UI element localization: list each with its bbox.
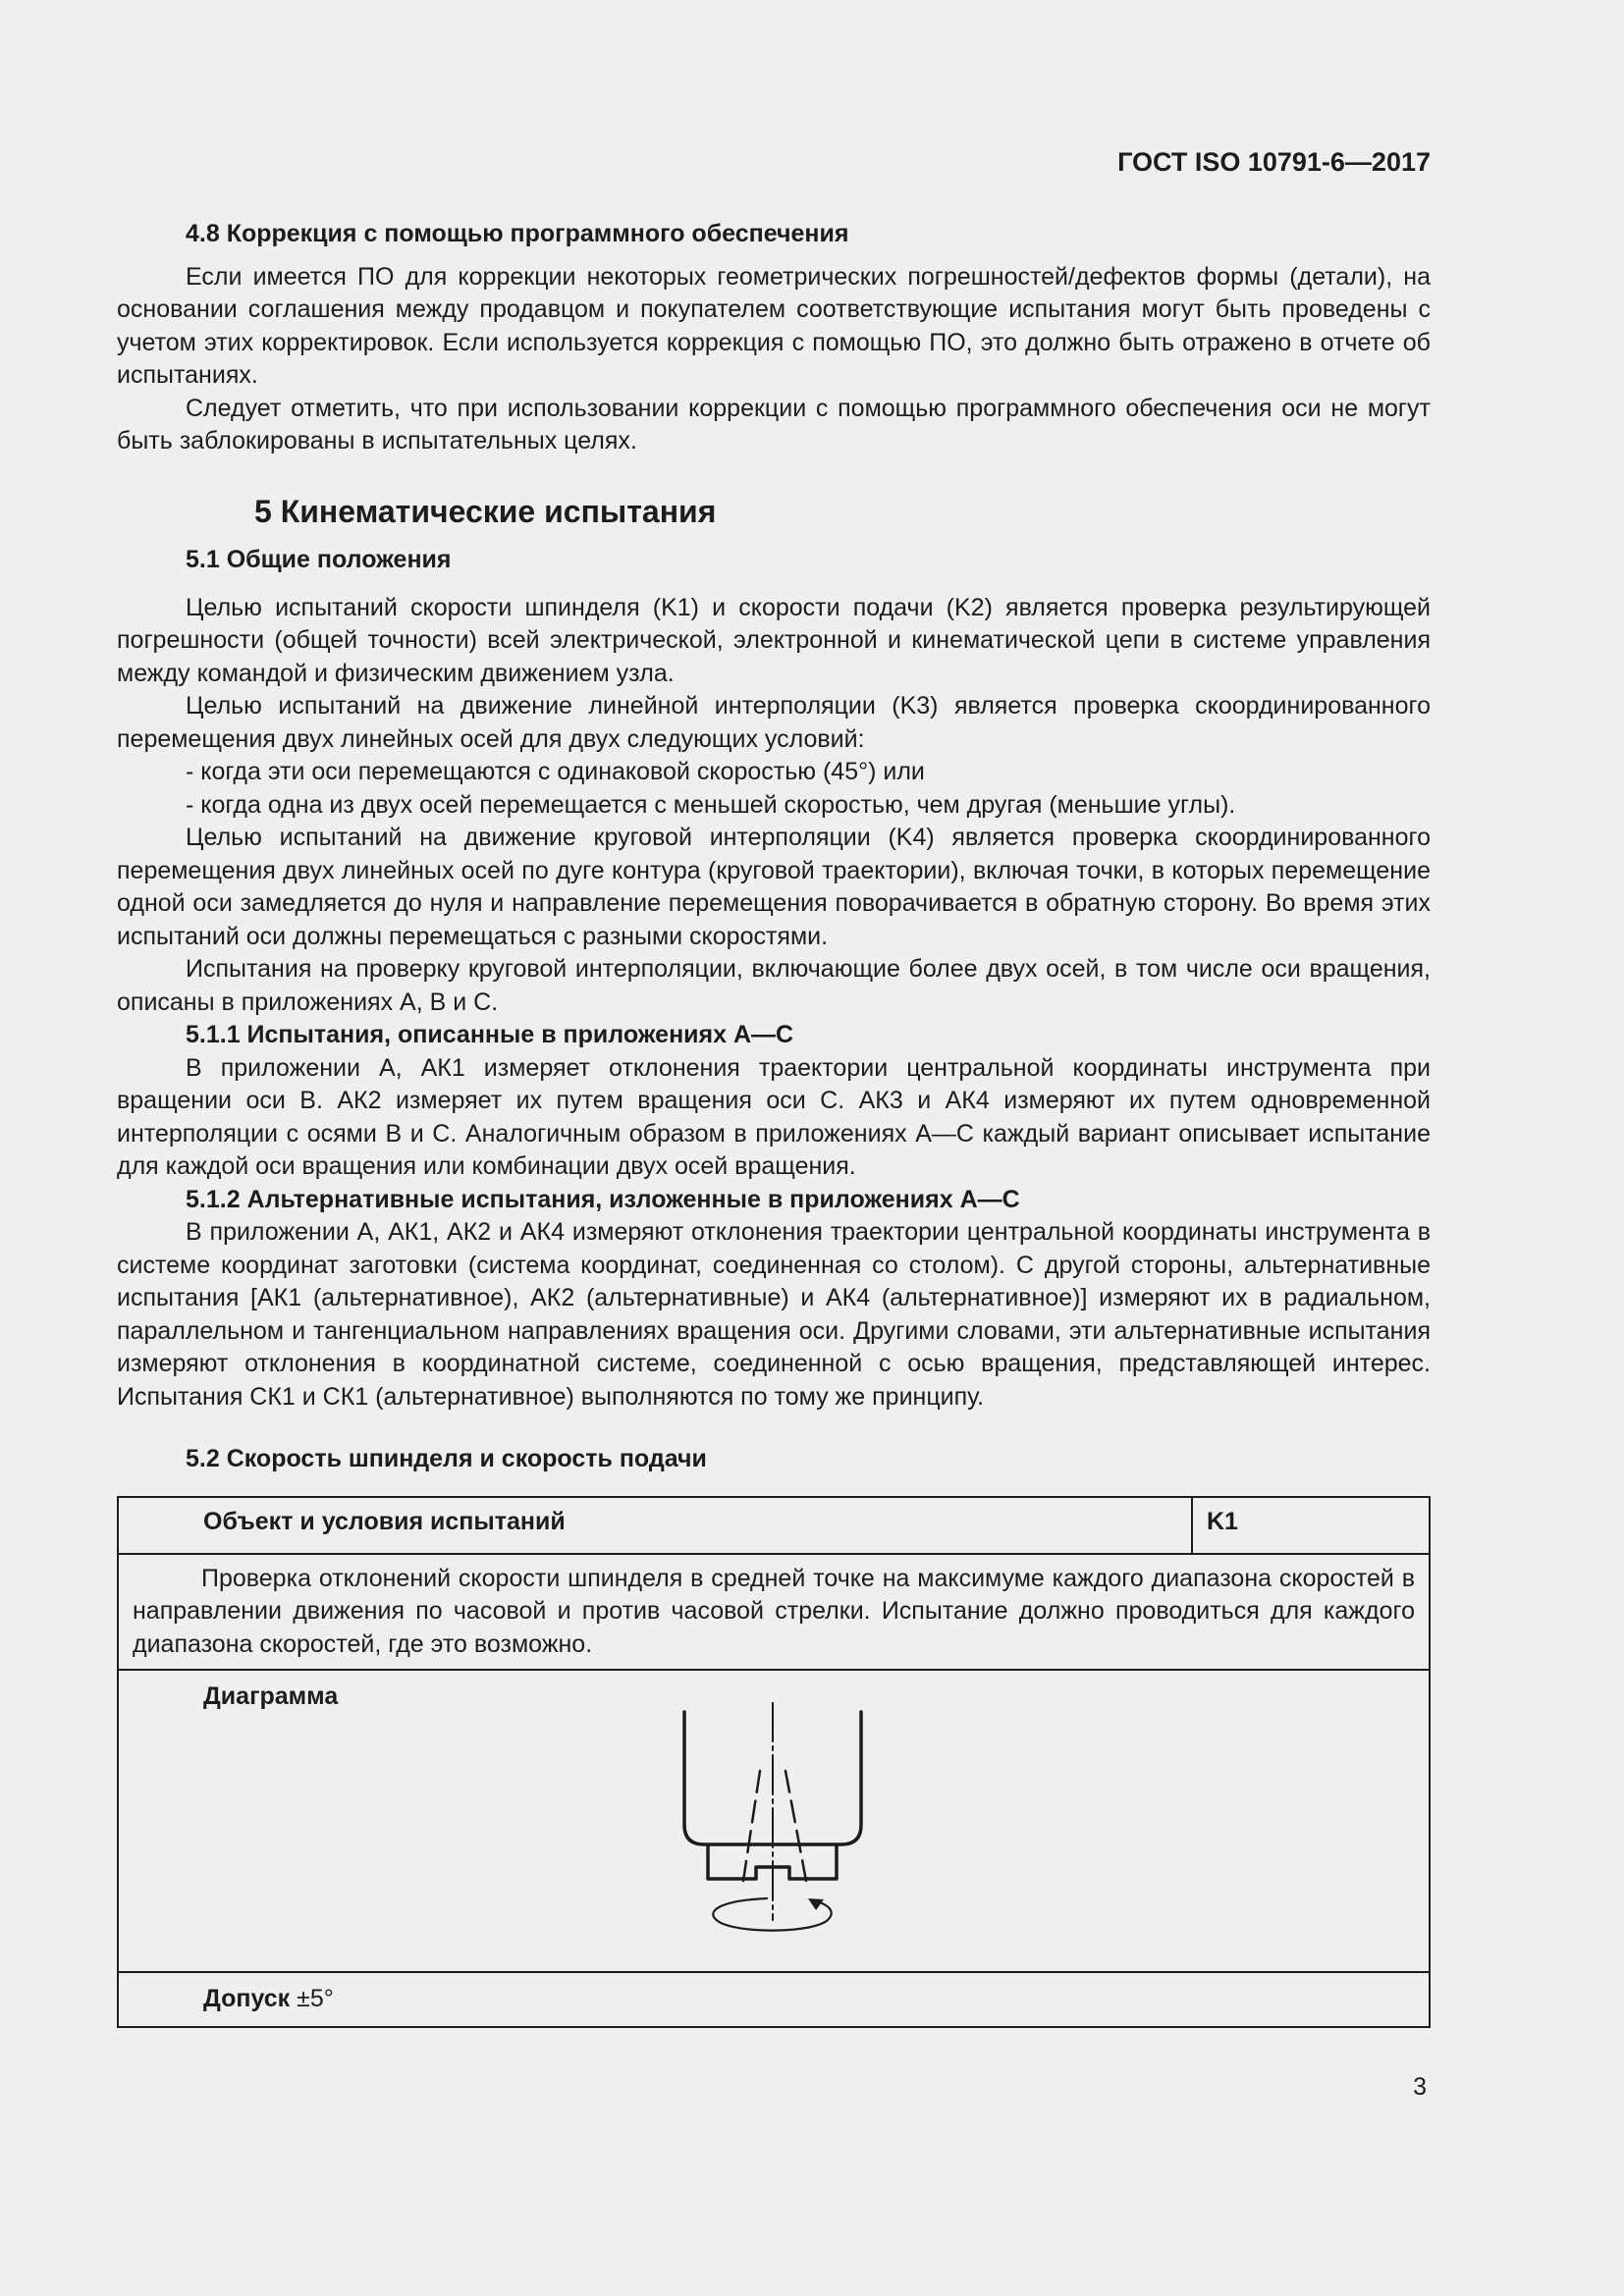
rotation-arrowhead — [808, 1898, 824, 1910]
section-5-1-1-heading: 5.1.1 Испытания, описанные в приложениях А—С — [186, 1021, 794, 1048]
table-diagram-row — [118, 1670, 1430, 1972]
test-code: K1 — [1192, 1497, 1430, 1554]
section-4-8-paragraph-1: Если имеется ПО для коррекции некоторых геометрических погрешностей/дефектов формы (детали), на основании соглашения между продавцом и покупателем соответствующие испытания могут быть проведены с учетом этих корректировок. Если используется коррекция с помощью ПО, это должно быть отражено в отчете об испытаниях. — [117, 262, 1431, 389]
list-item-1: - когда эти оси перемещаются с одинаковой скоростью (45°) или — [186, 758, 925, 785]
section-5-1-heading: 5.1 Общие положения — [186, 546, 452, 573]
section-5-1-2-paragraph: В приложении А, АК1, АК2 и АК4 измеряют отклонения траектории центральной координаты инструмента в системе координат заготовки (система координат, соединенная со столом). С другой стороны, альтернативные испытания [АК1 (альтернативное), АК2 (альтернативные) и АК4 (альтернативное)] измеряют их в радиальном, параллельном и тангенциальном направлениях вращения оси. Другими словами, эти альтернативные испытания измеряют отклонения в координатной системе, соединенной с осью вращения, представляющей интерес. Испытания СК1 и СК1 (альтернативное) выполняются по тому же принципу. — [117, 1218, 1431, 1411]
section-5-1-paragraph-1: Целью испытаний скорости шпинделя (K1) и скорости подачи (K2) является проверка результирующей погрешности (общей точности) всей электрической, электронной и кинематической цепи в системе управления между командой и физическим движением узла. — [117, 593, 1431, 687]
section-5-heading: 5 Кинематические испытания — [254, 493, 717, 529]
section-5-1-paragraph-3: Целью испытаний на движение круговой интерполяции (K4) является проверка скоординированного перемещения двух линейных осей по дуге контура (круговой траектории), включая точки, в которых перемещение одной оси замедляется до нуля и направление перемещения поворачивается в обратную сторону. Во время этих испытаний оси должны перемещаться с разными скоростями. — [117, 824, 1431, 950]
section-5-1-paragraph-2: Целью испытаний на движение линейной интерполяции (K3) является проверка скоординированного перемещения двух линейных осей для двух следующих условий: — [117, 692, 1431, 753]
page-number: 3 — [1413, 2073, 1427, 2101]
test-table — [117, 1496, 1431, 2028]
deviation-line-right — [785, 1771, 806, 1881]
test-description-cell — [118, 1554, 1430, 1671]
tolerance-label: Допуск — [203, 1985, 291, 2012]
tolerance-value: ±5° — [297, 1985, 334, 2012]
section-4-8-paragraph-2: Следует отметить, что при использовании коррекции с помощью программного обеспечения оси не могут быть заблокированы в испытательных целях. — [117, 394, 1431, 454]
section-5-2-heading: 5.2 Скорость шпинделя и скорость подачи — [186, 1445, 707, 1472]
test-description: Проверка отклонений скорости шпинделя в средней точке на максимуме каждого диапазона скоростей в направлении движения по часовой и против часовой стрелки. Испытание должно проводиться для каждого диапазона скоростей, где это возможно. — [133, 1564, 1415, 1658]
tolerance-cell — [118, 1972, 1430, 2027]
page-content — [117, 218, 1431, 2028]
diagram-label: Диаграмма — [203, 1682, 339, 1710]
table-header-row — [118, 1497, 1430, 1554]
section-5-1-1-paragraph: В приложении А, АК1 измеряет отклонения траектории центральной координаты инструмента при вращении оси В. АК2 измеряет их путем вращения оси С. АК3 и АК4 измеряют их путем одновременной интерполяции с осями В и С. Аналогичным образом в приложениях А—С каждый вариант описывает испытание для каждой оси вращения или комбинации двух осей вращения. — [117, 1053, 1431, 1180]
list-item-2: - когда одна из двух осей перемещается с меньшей скоростью, чем другая (меньшие углы). — [186, 790, 1236, 819]
deviation-line-left — [743, 1771, 760, 1881]
document-code: ГОСТ ISO 10791-6—2017 — [1117, 147, 1431, 177]
table-description-row — [118, 1554, 1430, 1671]
section-4-8-heading: 4.8 Коррекция с помощью программного обеспечения — [186, 220, 849, 247]
spindle-diagram — [657, 1702, 893, 1957]
object-conditions-label: Объект и условия испытаний — [118, 1497, 1192, 1554]
section-5-1-2-heading: 5.1.2 Альтернативные испытания, изложенные в приложениях А—С — [186, 1185, 1020, 1213]
diagram-cell — [118, 1670, 1430, 1972]
table-tolerance-row — [118, 1972, 1430, 2027]
section-5-1-paragraph-4: Испытания на проверку круговой интерполяции, включающие более двух осей, в том числе оси вращения, описаны в приложениях А, В и С. — [117, 955, 1431, 1016]
